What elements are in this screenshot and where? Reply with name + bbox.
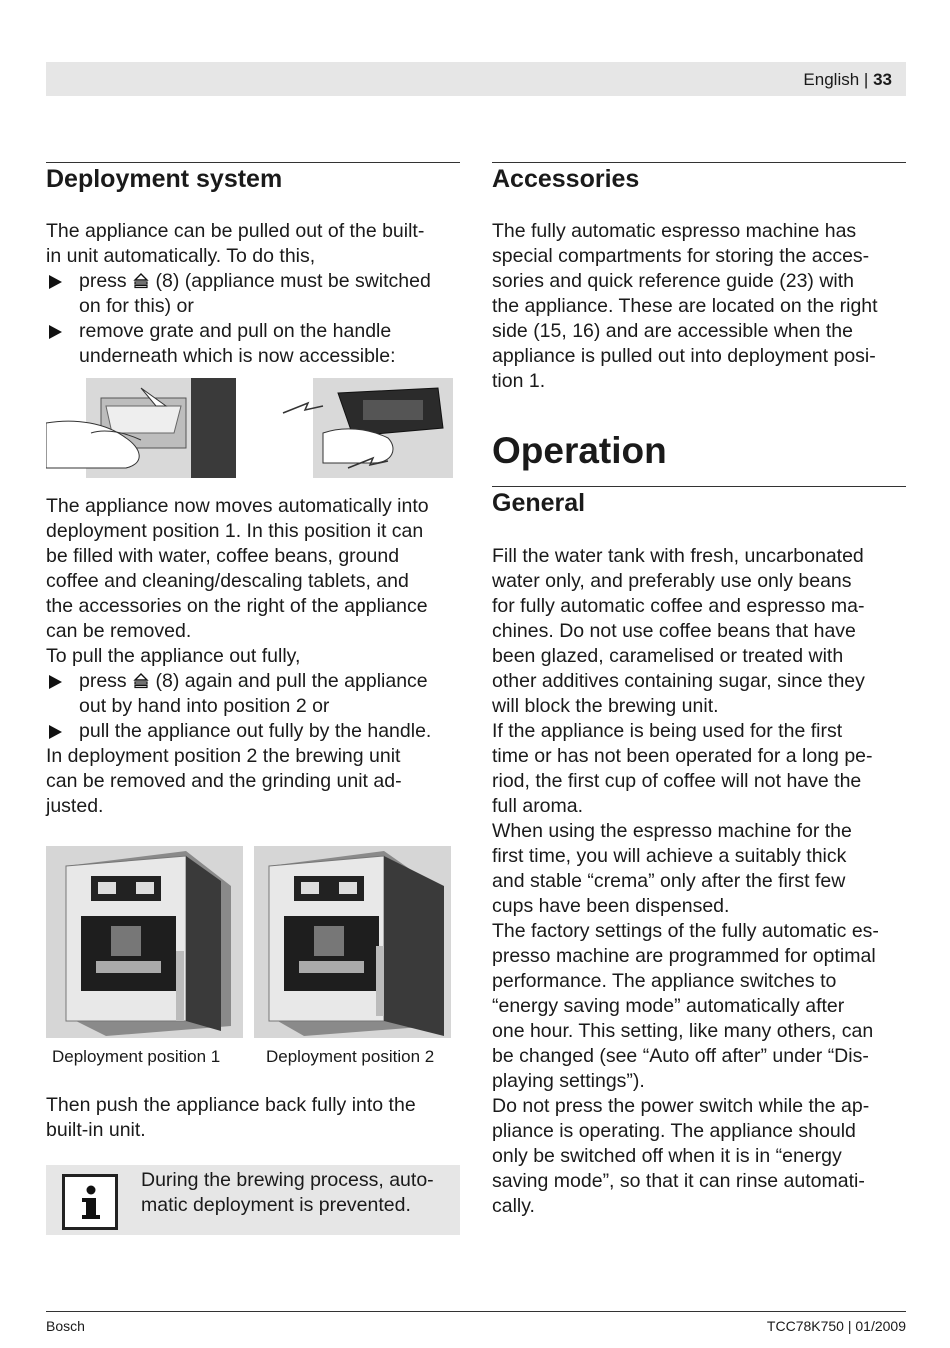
accessories-body: The fully automatic espresso machine has special compartments for storing the acces- sories and quick reference guide (23) with the appliance. These are located on the right side (15, 16) and are accessible when the appliance is pulled out into deployment posi- tion 1. xyxy=(492,220,878,392)
deployment-closing: Then push the appliance back fully into the built-in unit. xyxy=(46,1094,416,1141)
section-rule xyxy=(492,162,906,163)
handle-pull-illustration xyxy=(263,378,453,478)
bullet-arrow-icon xyxy=(49,325,62,339)
deployment-body: The appliance now moves automatically into deployment position 1. In this position it can be filled with water, coffee beans, ground coffee and cleaning/descaling tablets, and the accessories on the right of the appliance can be removed. To pull the appliance out fully, press (8) again and pull the appliance out by hand into position 2 or pull the appliance out fully by the handle. In deployment position 2 the brewing unit can be removed and the grinding unit ad- justed. xyxy=(46,494,460,819)
header-label: English | 33 xyxy=(803,70,892,89)
section-rule xyxy=(46,162,460,163)
operation-title: Operation xyxy=(492,430,667,471)
footer-model: TCC78K750 | 01/2009 xyxy=(766,1318,906,1334)
header-bar xyxy=(46,62,906,96)
section-rule xyxy=(492,486,906,487)
grate-removal-illustration xyxy=(46,378,236,478)
deployment-bullets-1 xyxy=(46,269,460,369)
general-title: General xyxy=(492,489,586,517)
list-item: press (8) again and pull the appliance out by hand into position 2 or xyxy=(46,669,460,719)
caption-position-1: Deployment position 1 xyxy=(52,1047,221,1066)
page-number: 33 xyxy=(873,70,892,89)
deployment-title: Deployment system xyxy=(46,165,283,193)
list-item: pull the appliance out fully by the handle. xyxy=(46,719,460,744)
accessories-title: Accessories xyxy=(492,165,640,193)
info-icon xyxy=(62,1174,118,1230)
info-text: During the brewing process, auto- matic deployment is prevented. xyxy=(141,1169,434,1216)
deployment-position-1-illustration xyxy=(46,846,243,1038)
general-body: Fill the water tank with fresh, uncarbonated water only, and preferably use only beans for fully automatic coffee and espresso ma- chines. Do not use coffee beans that have been glazed, caramelised or treated with other additives containing sugar, since they will block the brewing unit. If the appliance is being used for the first time or has not been operated for a long pe- riod, the first cup of coffee will not have the full aroma. When using the espresso machine for the first time, you will achieve a suitably thick and stable “crema” only after the first few cups have been dispensed. The factory settings of the fully automatic es- presso machine are programmed for optimal performance. The appliance switches to “energy saving mode” automatically after one hour. This setting, like many others, can be changed (see “Auto off after” under “Dis- playing settings”). Do not press the power switch while the ap- pliance is operating. The appliance should only be switched off when it is in “energy saving mode”, so that it can rinse automati- cally. xyxy=(492,545,879,1217)
list-item: remove grate and pull on the handle underneath which is now accessible: xyxy=(46,319,460,369)
bullet-arrow-icon xyxy=(49,725,62,739)
deployment-position-2-illustration xyxy=(254,846,451,1038)
deployment-bullets-2 xyxy=(46,669,460,744)
footer-rule xyxy=(46,1311,906,1312)
caption-position-2: Deployment position 2 xyxy=(266,1047,435,1066)
eject-button-icon xyxy=(132,671,150,689)
bullet-arrow-icon xyxy=(49,675,62,689)
footer-brand: Bosch xyxy=(46,1318,85,1334)
eject-button-icon xyxy=(132,271,150,289)
list-item: press (8) (appliance must be switched on for this) or xyxy=(46,269,460,319)
deployment-intro: The appliance can be pulled out of the built- in unit automatically. To do this, press (8) (appliance must be switched on for this) or remove grate and pull on the handle underneath which is now accessible: xyxy=(46,219,460,369)
bullet-arrow-icon xyxy=(49,275,62,289)
